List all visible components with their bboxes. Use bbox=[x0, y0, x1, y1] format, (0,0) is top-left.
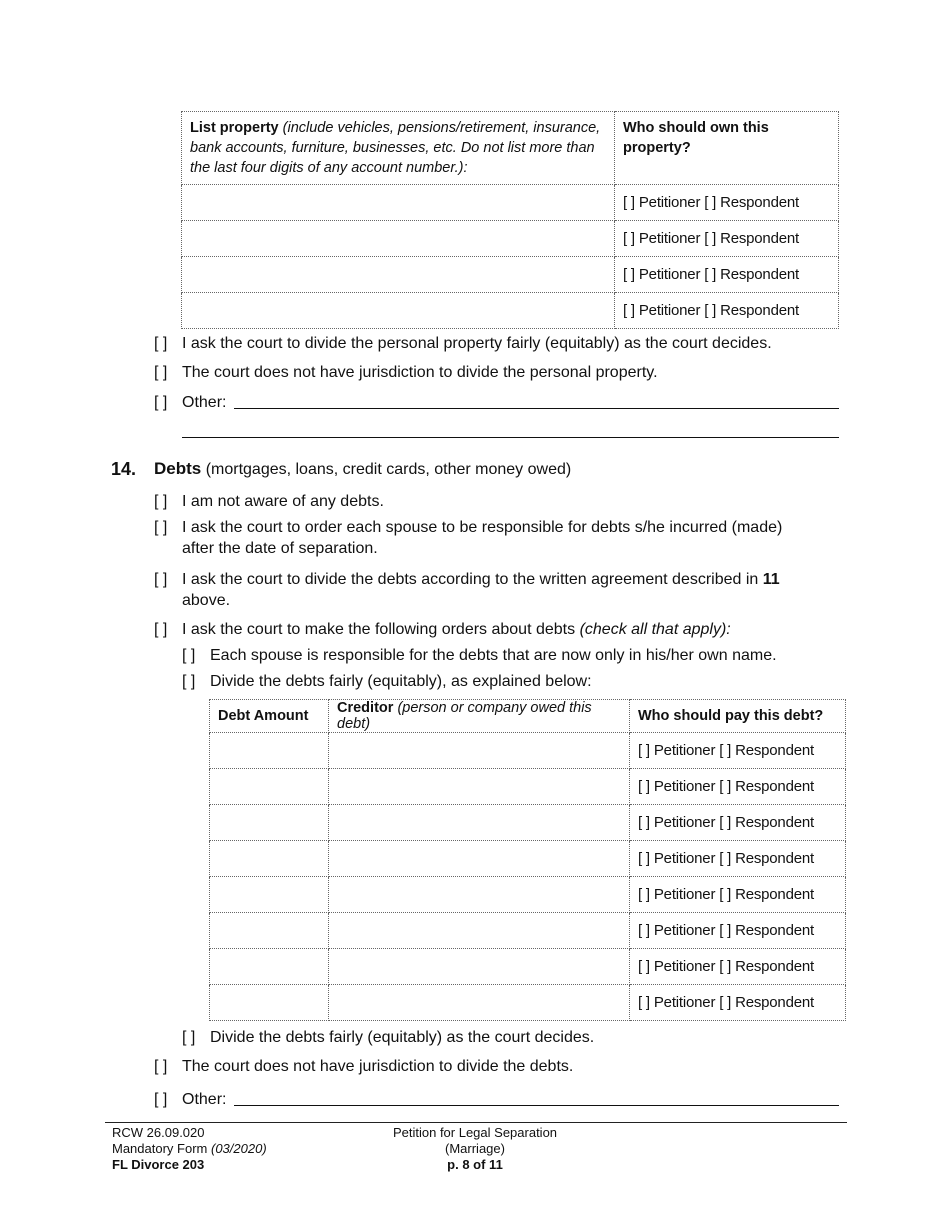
property-option-no-jurisdiction[interactable]: [ ] The court does not have jurisdiction to divide the personal property. bbox=[154, 364, 658, 381]
footer-page-number: p. 8 of 11 bbox=[447, 1157, 503, 1172]
property-owner-choice[interactable]: [ ] Petitioner [ ] Respondent bbox=[615, 185, 839, 221]
debt-amount-cell[interactable] bbox=[210, 733, 329, 769]
footer-center bbox=[355, 1125, 595, 1173]
footer-left bbox=[112, 1125, 372, 1173]
property-owner-choice[interactable]: [ ] Petitioner [ ] Respondent bbox=[615, 221, 839, 257]
checkbox[interactable]: [ ] bbox=[154, 1058, 168, 1075]
footer-rcw: RCW 26.09.020 bbox=[112, 1125, 205, 1140]
checkbox[interactable]: [ ] bbox=[154, 493, 168, 510]
creditor-cell[interactable] bbox=[329, 733, 630, 769]
creditor-cell[interactable] bbox=[329, 841, 630, 877]
debt-amount-header: Debt Amount bbox=[210, 700, 329, 733]
debt-option-each-spouse[interactable]: [ ] I ask the court to order each spouse to be responsible for debts s/he incurred (made) after the date of separation. bbox=[154, 519, 783, 557]
creditor-header: Creditor (person or company owed this debt) bbox=[329, 700, 630, 733]
section-number: 14. bbox=[111, 459, 137, 479]
debt-amount-cell[interactable] bbox=[210, 769, 329, 805]
debt-amount-cell[interactable] bbox=[210, 841, 329, 877]
creditor-cell[interactable] bbox=[329, 769, 630, 805]
footer-subtitle: (Marriage) bbox=[445, 1141, 505, 1156]
property-other-field[interactable] bbox=[234, 408, 839, 409]
footer-divider bbox=[105, 1122, 847, 1123]
checkbox[interactable]: [ ] bbox=[154, 394, 168, 411]
checkbox[interactable]: [ ] bbox=[182, 1029, 196, 1046]
checkbox[interactable]: [ ] bbox=[154, 1091, 168, 1108]
debt-suboption-divide-below[interactable]: [ ] Divide the debts fairly (equitably), as explained below: bbox=[182, 673, 592, 690]
property-owner-header: Who should own this property? bbox=[615, 112, 839, 185]
section-14-heading bbox=[111, 458, 831, 482]
property-header-italic: (include vehicles, pensions/retirement, insurance, bank accounts, furniture, businesses, etc. Do not list more than the last four digits of any account number.): bbox=[190, 120, 601, 176]
debt-suboption-own-name[interactable]: [ ] Each spouse is responsible for the debts that are now only in his/her own name. bbox=[182, 647, 777, 664]
debt-payer-choice[interactable]: [ ] Petitioner [ ] Respondent bbox=[630, 733, 846, 769]
property-list-header bbox=[182, 112, 615, 185]
section-subtitle: (mortgages, loans, credit cards, other money owed) bbox=[205, 461, 572, 478]
debt-amount-cell[interactable] bbox=[210, 877, 329, 913]
debt-other-field[interactable] bbox=[234, 1105, 839, 1106]
debt-payer-choice[interactable]: [ ] Petitioner [ ] Respondent bbox=[630, 877, 846, 913]
debt-amount-cell[interactable] bbox=[210, 949, 329, 985]
checkbox[interactable]: [ ] bbox=[154, 364, 168, 381]
footer-title: Petition for Legal Separation bbox=[392, 1125, 558, 1140]
property-option-other[interactable]: [ ] Other: bbox=[154, 394, 227, 411]
checkbox[interactable]: [ ] bbox=[154, 621, 168, 638]
debt-option-orders[interactable]: [ ] I ask the court to make the following orders about debts (check all that apply): bbox=[154, 621, 731, 638]
who-pays-header: Who should pay this debt? bbox=[630, 700, 846, 733]
checkbox[interactable]: [ ] bbox=[154, 571, 168, 588]
debt-amount-cell[interactable] bbox=[210, 985, 329, 1021]
creditor-cell[interactable] bbox=[329, 913, 630, 949]
debt-payer-choice[interactable]: [ ] Petitioner [ ] Respondent bbox=[630, 769, 846, 805]
debt-suboption-court-decides[interactable]: [ ] Divide the debts fairly (equitably) as the court decides. bbox=[182, 1029, 595, 1046]
property-option-divide-fairly[interactable]: [ ] I ask the court to divide the personal property fairly (equitably) as the court decides. bbox=[154, 335, 772, 352]
debt-option-no-jurisdiction[interactable]: [ ] The court does not have jurisdiction to divide the debts. bbox=[154, 1058, 574, 1075]
footer-mandatory: Mandatory Form (03/2020) bbox=[112, 1141, 267, 1156]
creditor-cell[interactable] bbox=[329, 805, 630, 841]
property-input-cell[interactable] bbox=[182, 293, 615, 329]
creditor-cell[interactable] bbox=[329, 985, 630, 1021]
checkbox[interactable]: [ ] bbox=[154, 519, 168, 536]
debt-option-agreement[interactable]: [ ] I ask the court to divide the debts according to the written agreement described in 11 above. bbox=[154, 571, 780, 609]
checkbox[interactable]: [ ] bbox=[154, 335, 168, 352]
property-owner-choice[interactable]: [ ] Petitioner [ ] Respondent bbox=[615, 257, 839, 293]
debt-table bbox=[209, 699, 846, 1021]
debt-option-other[interactable]: [ ] Other: bbox=[154, 1091, 227, 1108]
debt-payer-choice[interactable]: [ ] Petitioner [ ] Respondent bbox=[630, 841, 846, 877]
property-table bbox=[181, 111, 839, 329]
property-owner-choice[interactable]: [ ] Petitioner [ ] Respondent bbox=[615, 293, 839, 329]
creditor-cell[interactable] bbox=[329, 877, 630, 913]
checkbox[interactable]: [ ] bbox=[182, 673, 196, 690]
debt-payer-choice[interactable]: [ ] Petitioner [ ] Respondent bbox=[630, 805, 846, 841]
property-input-cell[interactable] bbox=[182, 185, 615, 221]
creditor-cell[interactable] bbox=[329, 949, 630, 985]
property-other-field-line2[interactable] bbox=[182, 437, 839, 438]
property-input-cell[interactable] bbox=[182, 257, 615, 293]
debt-payer-choice[interactable]: [ ] Petitioner [ ] Respondent bbox=[630, 913, 846, 949]
footer-form-id: FL Divorce 203 bbox=[112, 1157, 205, 1172]
debt-amount-cell[interactable] bbox=[210, 805, 329, 841]
section-title: Debts bbox=[154, 459, 202, 478]
property-input-cell[interactable] bbox=[182, 221, 615, 257]
debt-amount-cell[interactable] bbox=[210, 913, 329, 949]
debt-payer-choice[interactable]: [ ] Petitioner [ ] Respondent bbox=[630, 985, 846, 1021]
checkbox[interactable]: [ ] bbox=[182, 647, 196, 664]
section-reference: 11 bbox=[762, 571, 780, 588]
debt-payer-choice[interactable]: [ ] Petitioner [ ] Respondent bbox=[630, 949, 846, 985]
debt-option-not-aware[interactable]: [ ] I am not aware of any debts. bbox=[154, 493, 384, 510]
property-header-bold: List property bbox=[190, 120, 279, 136]
